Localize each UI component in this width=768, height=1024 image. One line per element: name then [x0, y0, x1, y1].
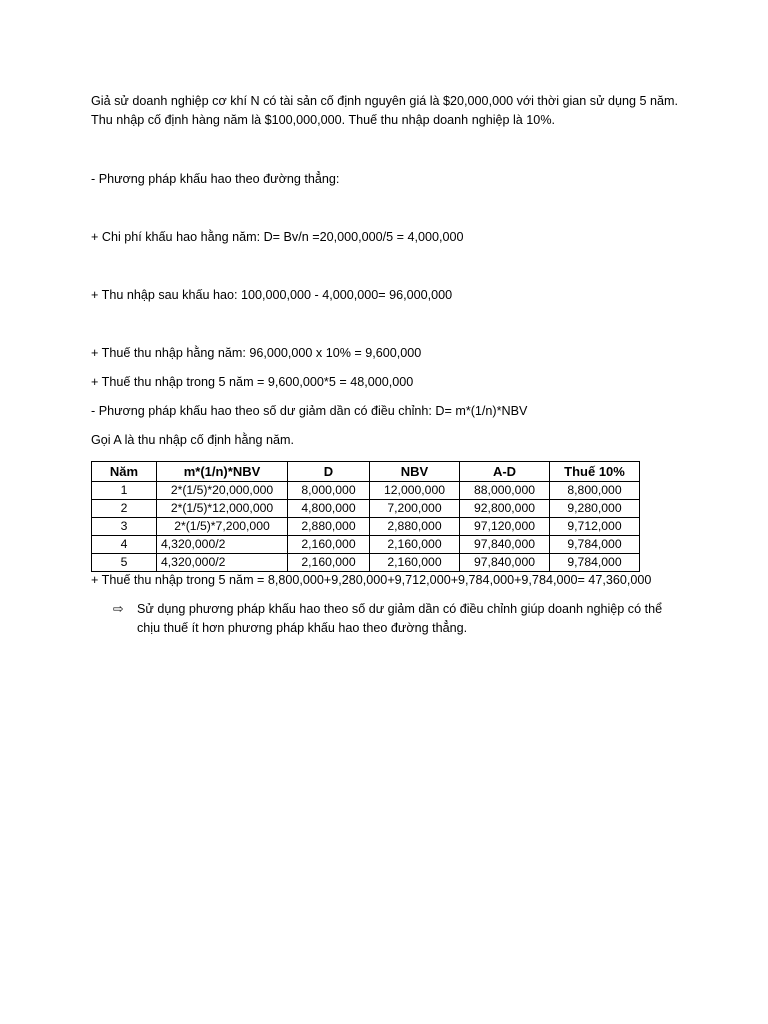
table-cell: 4,320,000/2	[157, 536, 288, 554]
intro-line: Giả sử doanh nghiệp cơ khí N có tài sản cố định nguyên giá là $20,000,000 với thời gian sử dụng 5 năm.	[91, 94, 679, 108]
table-cell: 2	[92, 500, 157, 518]
table-cell: 2,160,000	[370, 536, 460, 554]
column-header: Thuế 10%	[550, 462, 640, 482]
table-cell: 88,000,000	[460, 482, 550, 500]
declining-tax-total-line: + Thuế thu nhập trong 5 năm = 8,800,000+9,280,000+9,712,000+9,784,000+9,784,000= 47,360,000	[91, 573, 652, 587]
conclusion	[113, 600, 673, 638]
table-cell: 9,280,000	[550, 500, 640, 518]
table-cell: 2,880,000	[370, 518, 460, 536]
column-header: D	[288, 462, 370, 482]
annual-depreciation-line: + Chi phí khấu hao hằng năm: D= Bv/n =20,000,000/5 = 4,000,000	[91, 230, 464, 244]
conclusion-line: Sử dụng phương pháp khấu hao theo số dư giảm dần có điều chỉnh giúp doanh nghiệp có thể	[137, 602, 663, 616]
table-cell: 9,784,000	[550, 554, 640, 572]
table-cell: 2,880,000	[288, 518, 370, 536]
table-cell: 2,160,000	[288, 536, 370, 554]
annual-tax-line: + Thuế thu nhập hằng năm: 96,000,000 x 10% = 9,600,000	[91, 346, 422, 360]
conclusion-line: chịu thuế ít hơn phương pháp khấu hao theo đường thẳng.	[137, 621, 468, 635]
column-header: A-D	[460, 462, 550, 482]
table-cell: 5	[92, 554, 157, 572]
table-row	[92, 536, 640, 554]
table-cell: 2,160,000	[370, 554, 460, 572]
table-cell: 7,200,000	[370, 500, 460, 518]
table-cell: 8,000,000	[288, 482, 370, 500]
depreciation-table	[91, 461, 640, 572]
five-year-tax-line: + Thuế thu nhập trong 5 năm = 9,600,000*5 = 48,000,000	[91, 375, 414, 389]
table-header-row	[92, 462, 640, 482]
table-cell: 4,800,000	[288, 500, 370, 518]
column-header: m*(1/n)*NBV	[157, 462, 288, 482]
table-cell: 1	[92, 482, 157, 500]
column-header: NBV	[370, 462, 460, 482]
table-row	[92, 554, 640, 572]
table-cell: 97,840,000	[460, 554, 550, 572]
straight-line-heading: - Phương pháp khấu hao theo đường thẳng:	[91, 172, 340, 186]
intro-paragraph	[91, 92, 691, 130]
income-after-depreciation-line: + Thu nhập sau khấu hao: 100,000,000 - 4,000,000= 96,000,000	[91, 288, 453, 302]
arrow-right-icon: ⇨	[113, 602, 124, 616]
table-cell: 9,712,000	[550, 518, 640, 536]
table-cell: 9,784,000	[550, 536, 640, 554]
table-cell: 4	[92, 536, 157, 554]
table-cell: 12,000,000	[370, 482, 460, 500]
table-cell: 3	[92, 518, 157, 536]
table-cell: 2*(1/5)*12,000,000	[157, 500, 288, 518]
table-cell: 2,160,000	[288, 554, 370, 572]
table-row	[92, 500, 640, 518]
table-cell: 92,800,000	[460, 500, 550, 518]
table-cell: 97,120,000	[460, 518, 550, 536]
column-header: Năm	[92, 462, 157, 482]
annual-income-definition: Gọi A là thu nhập cố định hằng năm.	[91, 433, 295, 447]
intro-line: Thu nhập cố định hàng năm là $100,000,000. Thuế thu nhập doanh nghiệp là 10%.	[91, 113, 556, 127]
table-cell: 8,800,000	[550, 482, 640, 500]
table-cell: 2*(1/5)*20,000,000	[157, 482, 288, 500]
table-cell: 2*(1/5)*7,200,000	[157, 518, 288, 536]
table-row	[92, 482, 640, 500]
table-cell: 4,320,000/2	[157, 554, 288, 572]
table-row	[92, 518, 640, 536]
declining-balance-heading: - Phương pháp khấu hao theo số dư giảm dần có điều chỉnh: D= m*(1/n)*NBV	[91, 404, 528, 418]
table-cell: 97,840,000	[460, 536, 550, 554]
